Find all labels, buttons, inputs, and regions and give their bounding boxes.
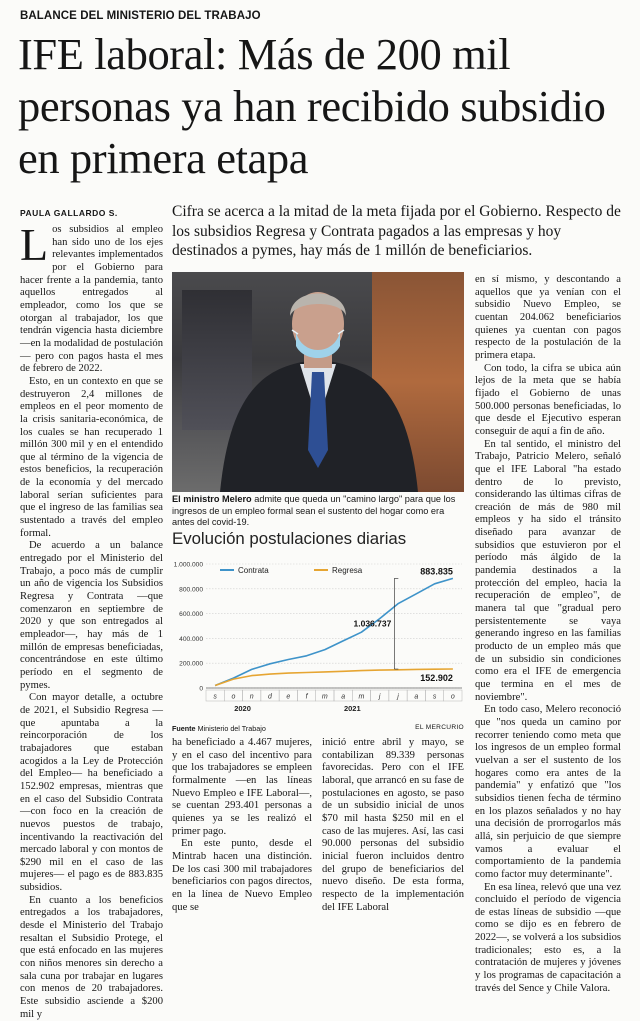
y-tick-label: 1.000.000	[173, 561, 203, 569]
paragraph: En tal sentido, el ministro del Trabajo, Patricio Melero, señaló que el IFE Laboral "ha estado dentro de lo previsto, considerando las últimas cifras de creación de más de 980 mil empleos y ha sido el tránsito diseñado para avanzar de subsidios que estuvieron por el período más álgido de la pandemia destinados a la protección del empleo, hacia la recuperación de empleo", de manera tal que "gradual pero persistentemente se vaya generando ingreso en las familias producto de un empleo más que de un subsidio sin condiciones como era el IFE de emergencia que termina en el mes de noviembre".	[475, 438, 621, 703]
line-chart	[170, 556, 465, 722]
y-tick-label: 400.000	[179, 635, 203, 643]
chart-footer	[172, 724, 464, 733]
y-tick-label: 600.000	[179, 611, 203, 619]
body-column-1	[20, 219, 163, 1020]
legend-label: Contrata	[238, 566, 269, 575]
y-tick-label: 200.000	[179, 660, 203, 668]
headline: IFE laboral: Más de 200 mil personas ya han recibido subsidio en primera etapa	[18, 29, 606, 183]
lead-paragraph	[20, 219, 163, 376]
annotation-regresa: 152.902	[420, 673, 453, 684]
year-label: 2020	[234, 704, 251, 713]
y-tick-label: 800.000	[179, 586, 203, 594]
x-tick-label: j	[378, 693, 381, 701]
body-column-2	[172, 737, 312, 913]
x-tick-label: n	[249, 693, 254, 701]
annotation-sum: 1.036.737	[353, 618, 392, 629]
y-tick-label: 0	[199, 685, 203, 693]
body-column-4	[475, 274, 621, 994]
paragraph: En esa línea, relevó que una vez concluido el período de vigencia de estas líneas de subsidio —que como se dijo es en febrero de 2022—, se volverá a los subsidios tradicionales; esto es, a la contratación de mujeres y jóvenes y los programas de capacitación a través del Sence y Chile Valora.	[475, 881, 621, 994]
paragraph: Con todo, la cifra se ubica aún lejos de la meta que se había fijado el Gobierno de unas 500.000 personas beneficiadas, lo que desde el Ejecutivo esperan conseguir de aquí a fin de año.	[475, 362, 621, 437]
annotation-contrata: 883.835	[420, 566, 453, 577]
x-tick-label: d	[268, 693, 272, 701]
x-tick-label: o	[450, 693, 455, 701]
paragraph: En todo caso, Melero reconoció que "nos queda un camino por recorrer teniendo como meta que los ingresos de un empleo formal vuelvan a ser el sustento de los hogares como era antes de la pandemia" y enfatizó que "los subsidios tienen fecha de término en los plazos señalados y no hay una decisión de prorrogarlos más allá, sin perjuicio de que siempre vamos a evaluar el comportamiento de la pandemia como factor muy determinante".	[475, 704, 621, 880]
x-tick-label: a	[414, 693, 419, 701]
chart-title: Evolución postulaciones diarias	[172, 529, 407, 548]
paragraph: De acuerdo a un balance entregado por el Ministerio del Trabajo, a poco más de cumplir un año de vigencia los Subsidios Regresa y Contrata —que comenzaron en septiembre de 2020 y que son entregados al empleador—, hay más de 1 millón de empresas beneficiadas, concentrándose en este último período en el segmento de pymes.	[20, 540, 163, 691]
x-tick-label: s	[432, 693, 437, 701]
lead-text: os subsidios al empleo han sido uno de los ejes relevantes implementados por el Gobierno para hacer frente a la pandemia, tanto aquellos entregados al empleador, como los que se otorgan al trabajador, los que tendrán vigencia hasta diciembre —en la modalidad de postulación— pero con pagos hasta el mes de febrero de 2022.	[20, 224, 163, 375]
byline: PAULA GALLARDO S.	[20, 208, 118, 218]
photo-minister	[172, 272, 464, 492]
paragraph: Con mayor detalle, a octubre de 2021, el Subsidio Regresa —que apuntaba a la reincorporación de los trabajadores que estaban acogidos a la Ley de Protección del Empleo— ha beneficiado a 152.902 empresas, mientras que en el caso del Subsidio Contrata —con foco en la creación de nuevos puestos de trabajo, incentivando la reactivación del mercado laboral y con montos de $290 mil en el caso de las mujeres— el pago es de 883.835 subsidios.	[20, 692, 163, 894]
year-label: 2021	[343, 704, 361, 713]
kicker: BALANCE DEL MINISTERIO DEL TRABAJO	[20, 10, 261, 22]
x-tick-label: s	[213, 693, 217, 701]
paragraph: En este punto, desde el Mintrab hacen una distinción. De los casi 300 mil trabajadores beneficiarios con pagos directos, en la línea de Nuevo Empleo que se	[172, 838, 312, 913]
paragraph: inició entre abril y mayo, se contabilizan 89.339 personas favorecidas. Pero con el IFE laboral, que arrancó en su fase de postulaciones en agosto, se paso de un subsidio inicial de unos $70 mil hasta $250 mil en el caso de las mujeres. Así, las casi 90.000 personas del subsidio inicial fueron incluidos dentro del grupo de beneficiarios del nuevo diseño. De esta forma, respecto de la implementación del IFE Laboral	[322, 737, 464, 913]
legend-label: Regresa	[332, 566, 363, 575]
caption-text: admite que queda un "camino largo" para que los ingresos de un empleo formal sean el sustento del hogar como era antes del covid-19.	[172, 494, 456, 527]
dropcap: L	[20, 219, 49, 270]
deck: Cifra se acerca a la mitad de la meta fijada por el Gobierno. Respecto de los subsidios Regresa y Contrata pagados a las empresas y hoy destinados a pymes, hay más de 1 millón de beneficiarios.	[172, 203, 621, 259]
body-column-3	[322, 737, 464, 913]
paragraph: en sí mismo, y descontando a aquellos que ya venían con el subsidio Nuevo Empleo, se cuentan 204.062 beneficiarios quienes ya cuentan con pagos respecto de la postulación de la primera etapa.	[475, 274, 621, 361]
x-tick-label: j	[397, 693, 399, 701]
x-tick-label: o	[231, 693, 236, 701]
x-tick-label: m	[321, 693, 328, 701]
photo-caption	[172, 494, 464, 529]
x-tick-label: m	[358, 693, 365, 701]
chart-publisher: EL MERCURIO	[415, 724, 464, 731]
minister-figure	[172, 272, 464, 492]
series-line-regresa	[215, 669, 453, 686]
paragraph: En cuanto a los beneficios entregados a los trabajadores, desde el Ministerio del Trabajo resaltan el Subsidio Protege, el que está enfocado en las mujeres con niños menores sin derecho a sala cuna por trabajar en lugares con menos de 20 trabajadores. Este subsidio asciende a $200 mil y	[20, 894, 163, 1020]
paragraph: Esto, en un contexto en que se destruyeron 2,4 millones de empleos en el peor momento de la crisis sanitaria-económica, de los cuales se han recuperado 1 millón 300 mil y en el entendido que al término de la vigencia de estos beneficios, la recuperación de la economía y del mercado laboral serían suficientes para que el ingreso de las familias sea sustentado a través del empleo formal.	[20, 375, 163, 539]
x-tick-label: f	[305, 693, 308, 701]
chart-source: Ministerio del Trabajo	[197, 724, 266, 733]
paragraph: ha beneficiado a 4.467 mujeres, y en el caso del incentivo para que los trabajadores se empleen formalmente —en las líneas Nuevo Empleo e IFE Laboral—, se cuentan 293.401 personas a quienes ya se les realizó el primer pago.	[172, 737, 312, 837]
chart-source-label: Fuente	[172, 724, 196, 733]
x-tick-label: a	[341, 693, 346, 701]
x-tick-label: e	[286, 693, 291, 701]
caption-lead: El ministro Melero	[172, 494, 252, 504]
